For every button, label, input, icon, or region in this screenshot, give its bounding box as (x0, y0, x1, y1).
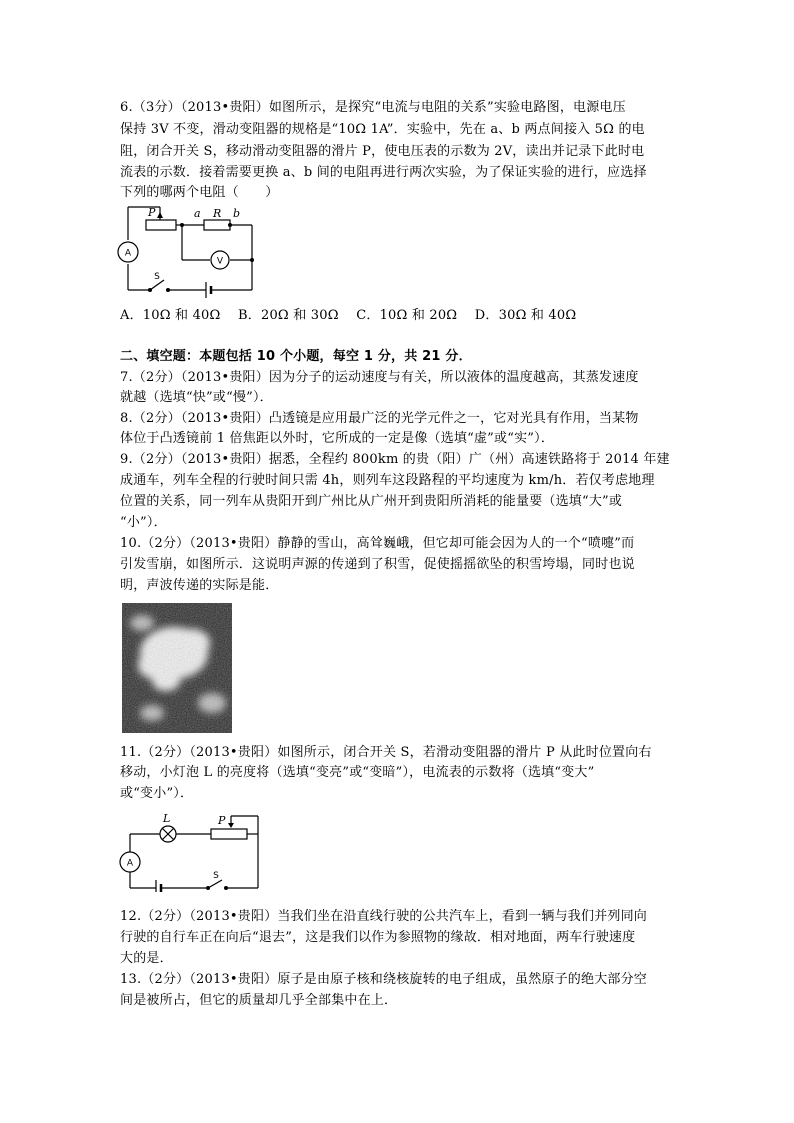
question-12-cont: 行驶的自行车正在向后“退去”，这是我们以作为参照物的缘故．相对地面，两车行驶速度 (120, 930, 636, 945)
question-8: 8.（2分）（2013•贵阳）凸透镜是应用最广泛的光学元件之一，它对光具有作用，当某物 (120, 411, 639, 426)
question-9: 9.（2分）（2013•贵阳）据悉，全程约 800km 的贵（阳）广（州）高速铁路将于 2014 年建 (120, 452, 670, 467)
question-13-cont: 间是被所占，但它的质量却几乎全部集中在上． (120, 993, 398, 1008)
question-11: 11.（2分）（2013•贵阳）如图所示，闭合开关 S，若滑动变阻器的滑片 P 从此时位置向右 (120, 745, 652, 760)
question-10: 10.（2分）（2013•贵阳）静静的雪山，高耸巍峨，但它却可能会因为人的一个“喷嚏”而 (120, 536, 635, 551)
question-9-cont: “小”）． (120, 515, 167, 530)
question-11-cont: 移动，小灯泡 L 的亮度将（选填“变亮”或“变暗”），电流表的示数将（选填“变大” (120, 765, 595, 780)
question-7-cont: 就越（选填“快”或“慢”）． (120, 390, 273, 405)
question-12-cont: 大的是． (120, 951, 173, 966)
question-text: 下列的哪两个电阻（ ） (120, 185, 279, 200)
question-9-cont: 成通车，列车全程的行驶时间只需 4h，则列车这段路程的平均速度为 km/h．若仅考虑地理 (120, 473, 655, 488)
switch-label: S (213, 871, 219, 881)
question-10-cont: 引发雪崩，如图所示．这说明声源的传递到了积雪，促使摇摇欲坠的积雪垮塌，同时也说 (120, 557, 635, 572)
question-12: 12.（2分）（2013•贵阳）当我们坐在沿直线行驶的公共汽车上，看到一辆与我们并列同向 (120, 909, 647, 924)
question-10-cont: 明，声波传递的实际是能． (120, 578, 279, 593)
question-9-cont: 位置的关系，同一列车从贵阳开到广州比从广州开到贵阳所消耗的能量要（选填“大”或 (120, 494, 623, 509)
question-text: 保持 3V 不变，滑动变阻器的规格是“10Ω 1A”．实验中，先在 a、b 两点间接入 5Ω 的电 (120, 122, 645, 137)
question-8-cont: 体位于凸透镜前 1 倍焦距以外时，它所成的一定是像（选填“虚”或“实”）． (120, 431, 555, 446)
label-L: L (163, 812, 171, 825)
circuit-diagram-q6 (112, 202, 262, 302)
switch-label: S (154, 272, 160, 282)
answer-options: A．10Ω 和 40Ω B．20Ω 和 30Ω C．10Ω 和 20Ω D．30Ω 和 40Ω (120, 308, 577, 323)
voltmeter-label: V (216, 256, 224, 267)
avalanche-photo (122, 603, 232, 733)
section-heading: 二、填空题：本题包括 10 个小题，每空 1 分，共 21 分． (120, 349, 472, 364)
label-b: b (233, 207, 241, 220)
label-R: R (213, 207, 222, 220)
ammeter-label: A (124, 248, 132, 259)
question-7: 7.（2分）（2013•贵阳）因为分子的运动速度与有关，所以液体的温度越高，其蒸发速度 (120, 370, 639, 385)
question-13: 13.（2分）（2013•贵阳）原子是由原子核和绕核旋转的电子组成，虽然原子的绝大部分空 (120, 972, 647, 987)
ammeter-label: A (126, 858, 134, 869)
question-text: 流表的示数．接着需要更换 a、b 间的电阻再进行两次实验，为了保证实验的进行，应选择 (120, 165, 647, 180)
circuit-diagram-q11 (118, 810, 266, 892)
question-11-cont: 或“变小”）． (120, 786, 194, 801)
label-P: P (218, 814, 226, 827)
question-text: 阻，闭合开关 S，移动滑动变阻器的滑片 P，使电压表的示数为 2V，读出并记录下此时电 (120, 144, 645, 159)
question-text: 6.（3分）（2013•贵阳）如图所示，是探究“电流与电阻的关系”实验电路图，电源电压 (120, 100, 626, 115)
label-P: P (148, 206, 156, 219)
label-a: a (194, 207, 201, 220)
